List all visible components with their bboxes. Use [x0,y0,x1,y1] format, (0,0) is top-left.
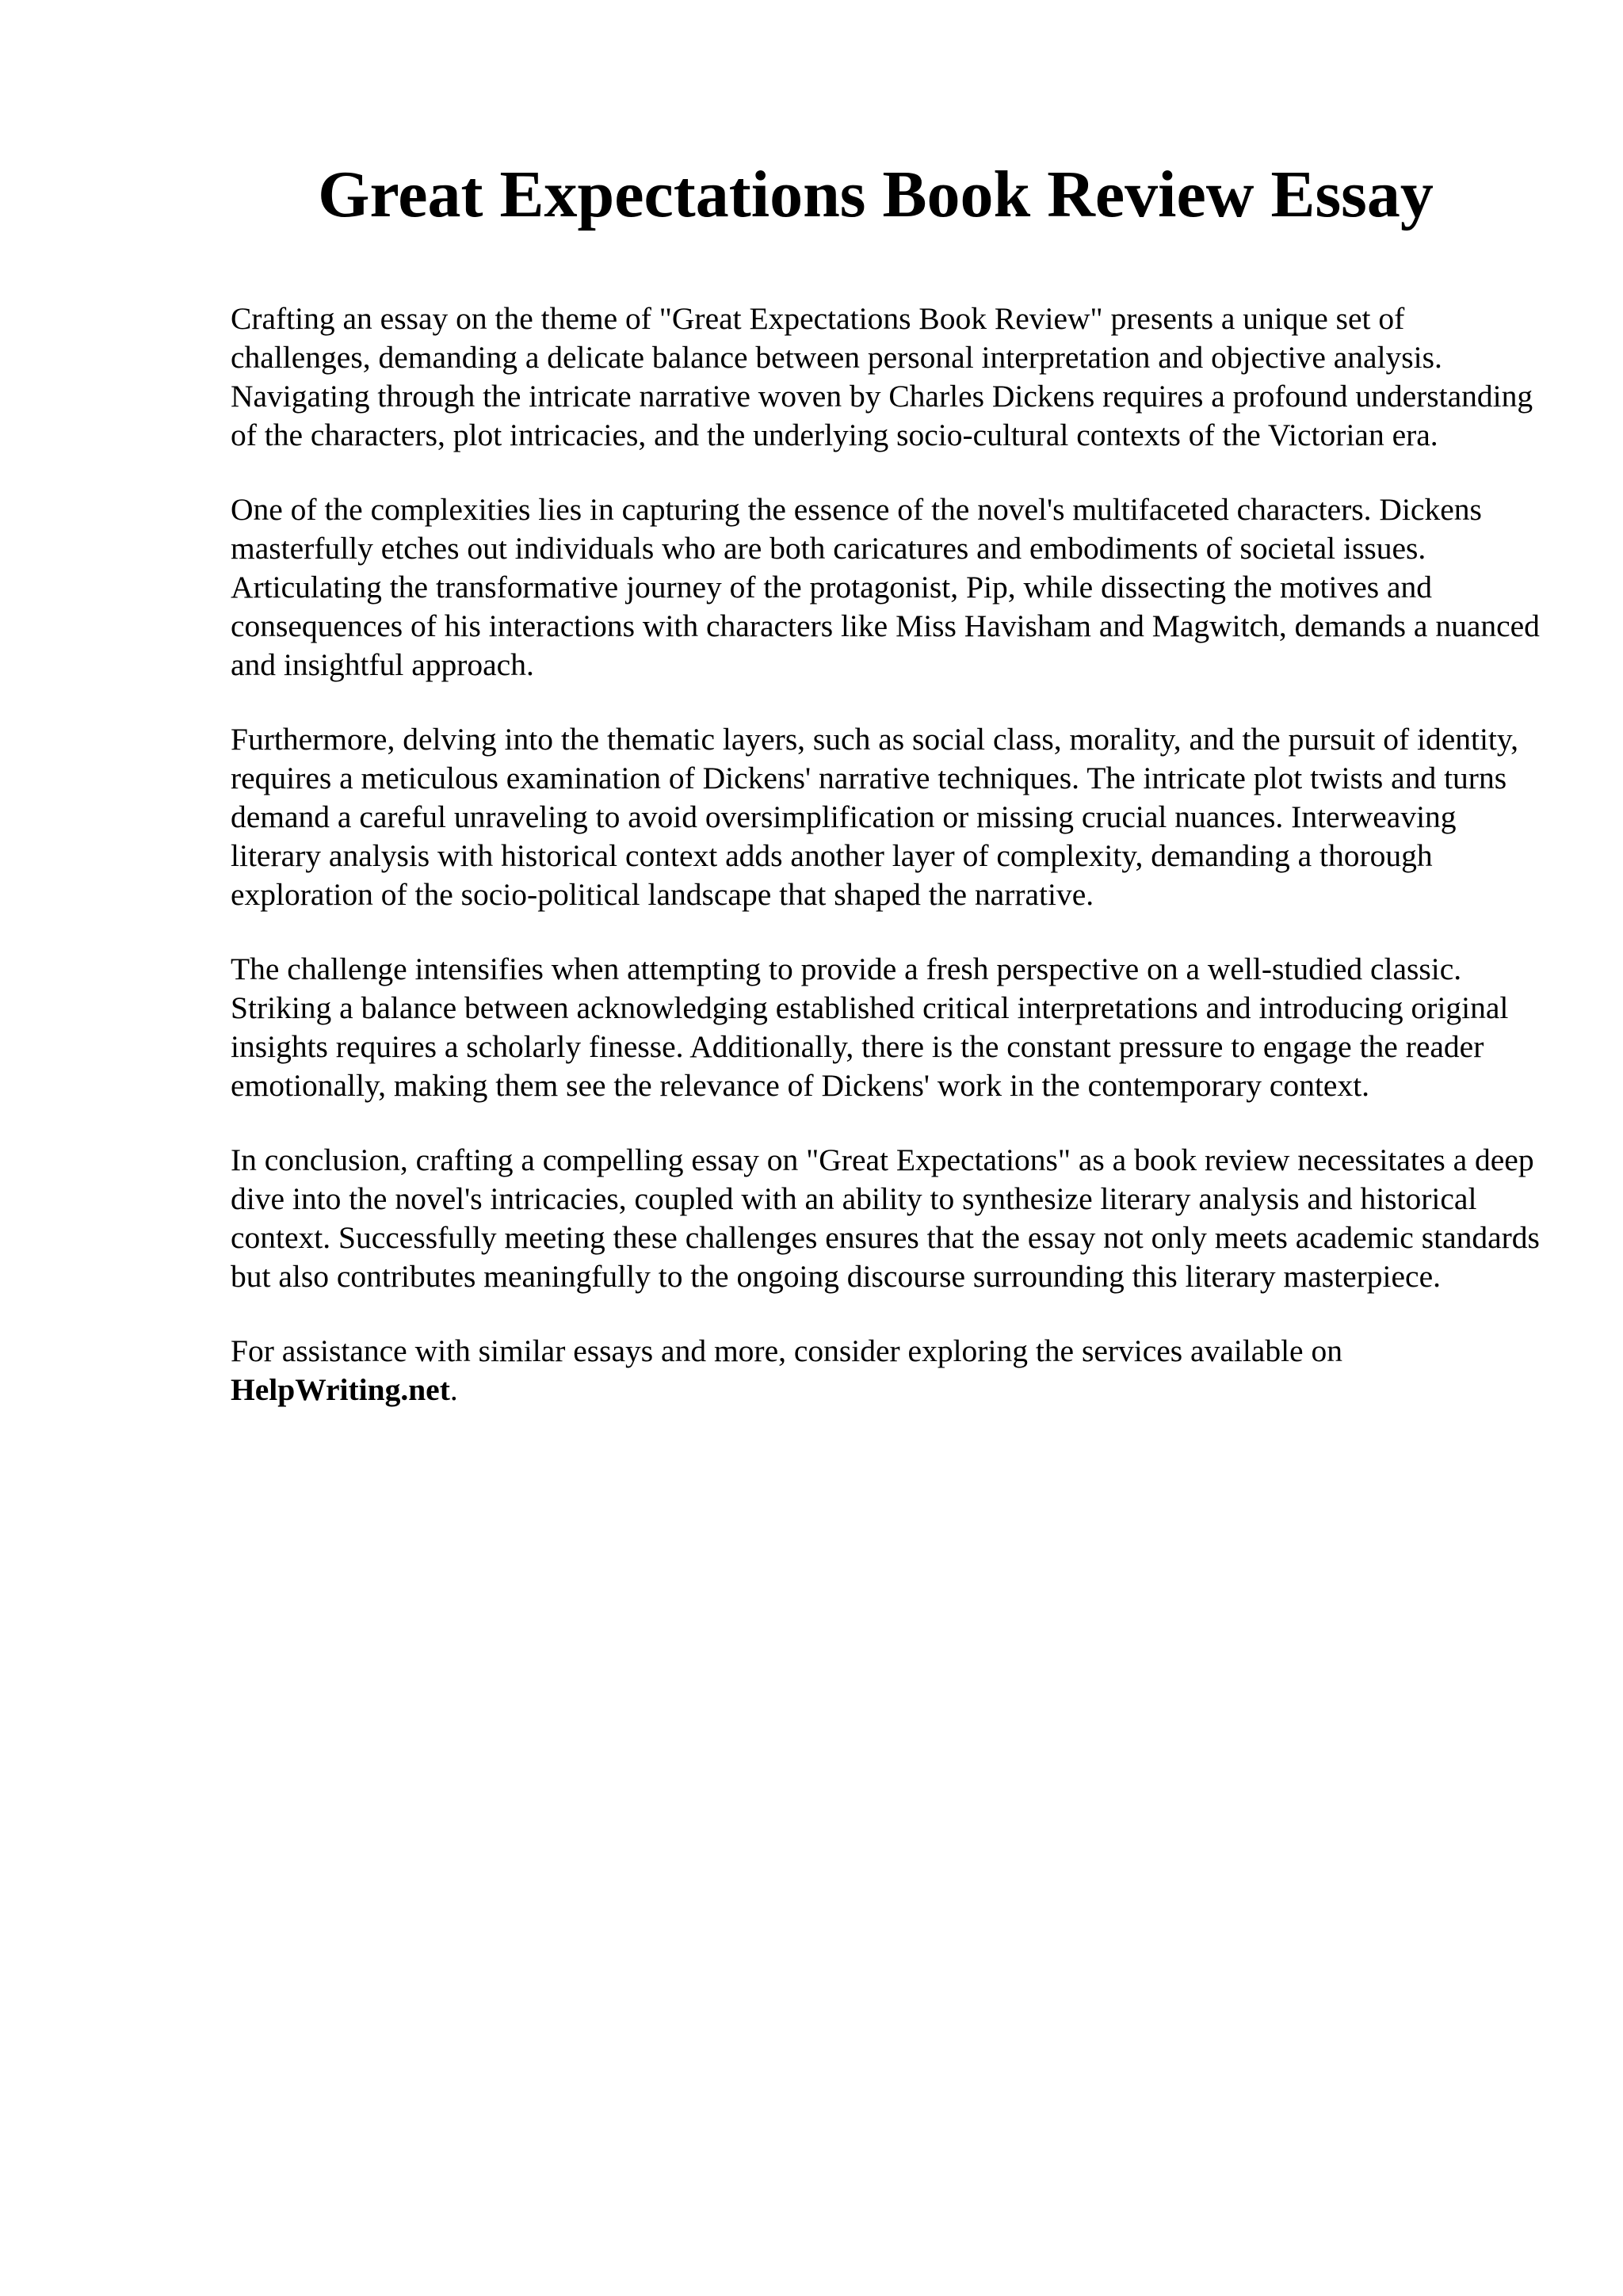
closing-period: . [449,1372,458,1407]
paragraph-challenge: The challenge intensifies when attempting to provide a fresh perspective on a well-studied classic. Striking a balance between acknowledging established critical interpretations and introducing original insights requires a scholarly finesse. Additionally, there is the constant pressure to engage the reader emotionally, making them see the relevance of Dickens' work in the contemporary context. [231,952,1509,1103]
closing-text: For assistance with similar essays and more, consider exploring the services available on [231,1333,1342,1368]
paragraph-themes: Furthermore, delving into the thematic layers, such as social class, morality, and the pursuit of identity, requires a meticulous examination of Dickens' narrative techniques. The intricate plot twists and turns demand a careful unraveling to avoid oversimplification or missing crucial nuances. Interweaving literary analysis with historical context adds another layer of complexity, demanding a thorough exploration of the socio-political landscape that shaped the narrative. [231,722,1518,912]
helpwriting-link[interactable]: HelpWriting.net [231,1372,450,1407]
paragraph-conclusion: In conclusion, crafting a compelling essay on "Great Expectations" as a book review necessitates a deep dive into the novel's intricacies, coupled with an ability to synthesize literary analysis and historical context. Successfully meeting these challenges ensures that the essay not only meets academic standards but also contributes meaningfully to the ongoing discourse surrounding this literary masterpiece. [231,1142,1540,1294]
document-body [231,299,1546,1409]
document-title: Great Expectations Book Review Essay [318,158,1434,231]
paragraph-characters: One of the complexities lies in capturing the essence of the novel's multifaceted characters. Dickens masterfully etches out individuals who are both caricatures and embodiments of societal issues. Articulating the transformative journey of the protagonist, Pip, while dissecting the motives and consequences of his interactions with characters like Miss Havisham and Magwitch, demands a nuanced and insightful approach. [231,492,1540,682]
paragraph-intro: Crafting an essay on the theme of "Great Expectations Book Review" presents a unique set of challenges, demanding a delicate balance between personal interpretation and objective analysis. Navigating through the intricate narrative woven by Charles Dickens requires a profound understanding of the characters, plot intricacies, and the underlying socio-cultural contexts of the Victorian era. [231,301,1533,452]
paragraph-closing [231,1332,1546,1409]
